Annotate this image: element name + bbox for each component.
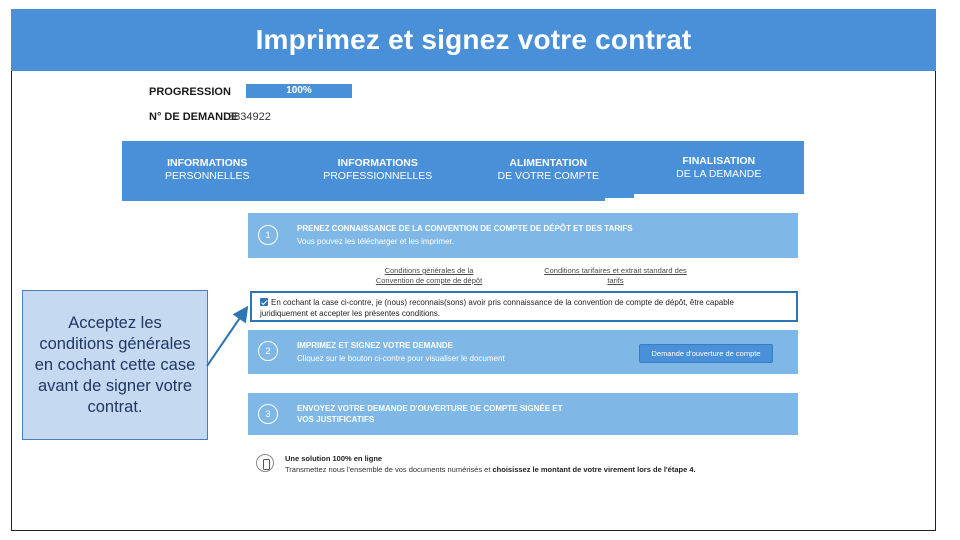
step-tab-alimentation[interactable] (463, 141, 634, 198)
progress-bar (246, 84, 352, 98)
steps-progress-underline (122, 198, 605, 201)
title-banner (11, 9, 936, 71)
step-tab-label: ALIMENTATION (509, 156, 588, 169)
acceptance-text: En cochant la case ci-contre, je (nous) reconnais(sons) avoir pris connaissance de la convention de compte de dépôt, être capable (271, 298, 734, 307)
panel-title (297, 403, 563, 425)
step-tab-sublabel: PROFESSIONNELLES (323, 169, 433, 182)
panel-envoyez (248, 393, 798, 435)
step-tab-informations-professionnelles[interactable] (293, 141, 464, 198)
panel-subtitle: Cliquez sur le bouton ci-contre pour visualiser le document (297, 354, 505, 363)
acceptance-highlight-box (250, 291, 798, 322)
step-number-badge: 3 (258, 404, 278, 424)
panel-title-line: ENVOYEZ VOTRE DEMANDE D'OUVERTURE DE COMPTE SIGNÉE ET (297, 404, 563, 413)
acceptance-checkbox[interactable] (260, 298, 268, 306)
callout-text: Acceptez les conditions générales en cochant cette case avant de signer votre contrat. (34, 313, 196, 416)
link-line: Conditions tarifaires et extrait standard des (544, 266, 687, 275)
panel-title-line: VOS JUSTIFICATIFS (297, 415, 375, 424)
link-line: Convention de compte de dépôt (375, 276, 483, 285)
step-tab-label: FINALISATION (682, 154, 756, 167)
info-text-start: Transmettez nous l'ensemble de vos documents numérisés et (285, 465, 493, 474)
step-tab-finalisation[interactable] (634, 141, 805, 198)
info-text-bold: choisissez le montant de votre virement lors de l'étape 4. (492, 465, 696, 474)
step-tab-sublabel: DE LA DEMANDE (676, 167, 762, 180)
step-number-badge: 2 (258, 341, 278, 361)
step-tab-informations-personnelles[interactable] (122, 141, 293, 198)
step-tab-label: INFORMATIONS (167, 156, 248, 169)
conditions-tarifaires-link[interactable] (533, 266, 698, 286)
steps-nav (122, 141, 804, 198)
link-line: Conditions générales de la (384, 266, 474, 275)
panel-subtitle: Vous pouvez les télécharger et les imprimer. (297, 237, 454, 246)
annotation-callout (22, 290, 208, 440)
info-title: Une solution 100% en ligne (285, 454, 383, 463)
acceptance-line (260, 297, 788, 308)
info-text (285, 465, 696, 474)
open-account-request-button[interactable]: Demande d'ouverture de compte (639, 344, 773, 363)
conditions-generales-link[interactable] (364, 266, 494, 286)
demande-value: 3834922 (228, 111, 271, 123)
acceptance-text-line2: juridiquement et accepter les présentes conditions. (260, 309, 441, 318)
step-tab-sublabel: PERSONNELLES (164, 169, 250, 182)
panel-conventions (248, 213, 798, 258)
phone-icon (256, 454, 274, 472)
panel-title: PRENEZ CONNAISSANCE DE LA CONVENTION DE COMPTE DE DÉPÔT ET DES TARIFS (297, 224, 633, 233)
panel-imprimez (248, 330, 798, 374)
progress-value: 100% (286, 85, 312, 96)
step-number-badge: 1 (258, 225, 278, 245)
demande-label: N° DE DEMANDE (149, 111, 239, 123)
step-tab-sublabel: DE VOTRE COMPTE (497, 169, 599, 182)
info-online-solution (256, 454, 816, 474)
step-tab-label: INFORMATIONS (337, 156, 418, 169)
progression-label: PROGRESSION (149, 86, 231, 98)
link-line: tarifs (607, 276, 624, 285)
page-title: Imprimez et signez votre contrat (255, 24, 692, 55)
panel-title: IMPRIMEZ ET SIGNEZ VOTRE DEMANDE (297, 341, 454, 350)
